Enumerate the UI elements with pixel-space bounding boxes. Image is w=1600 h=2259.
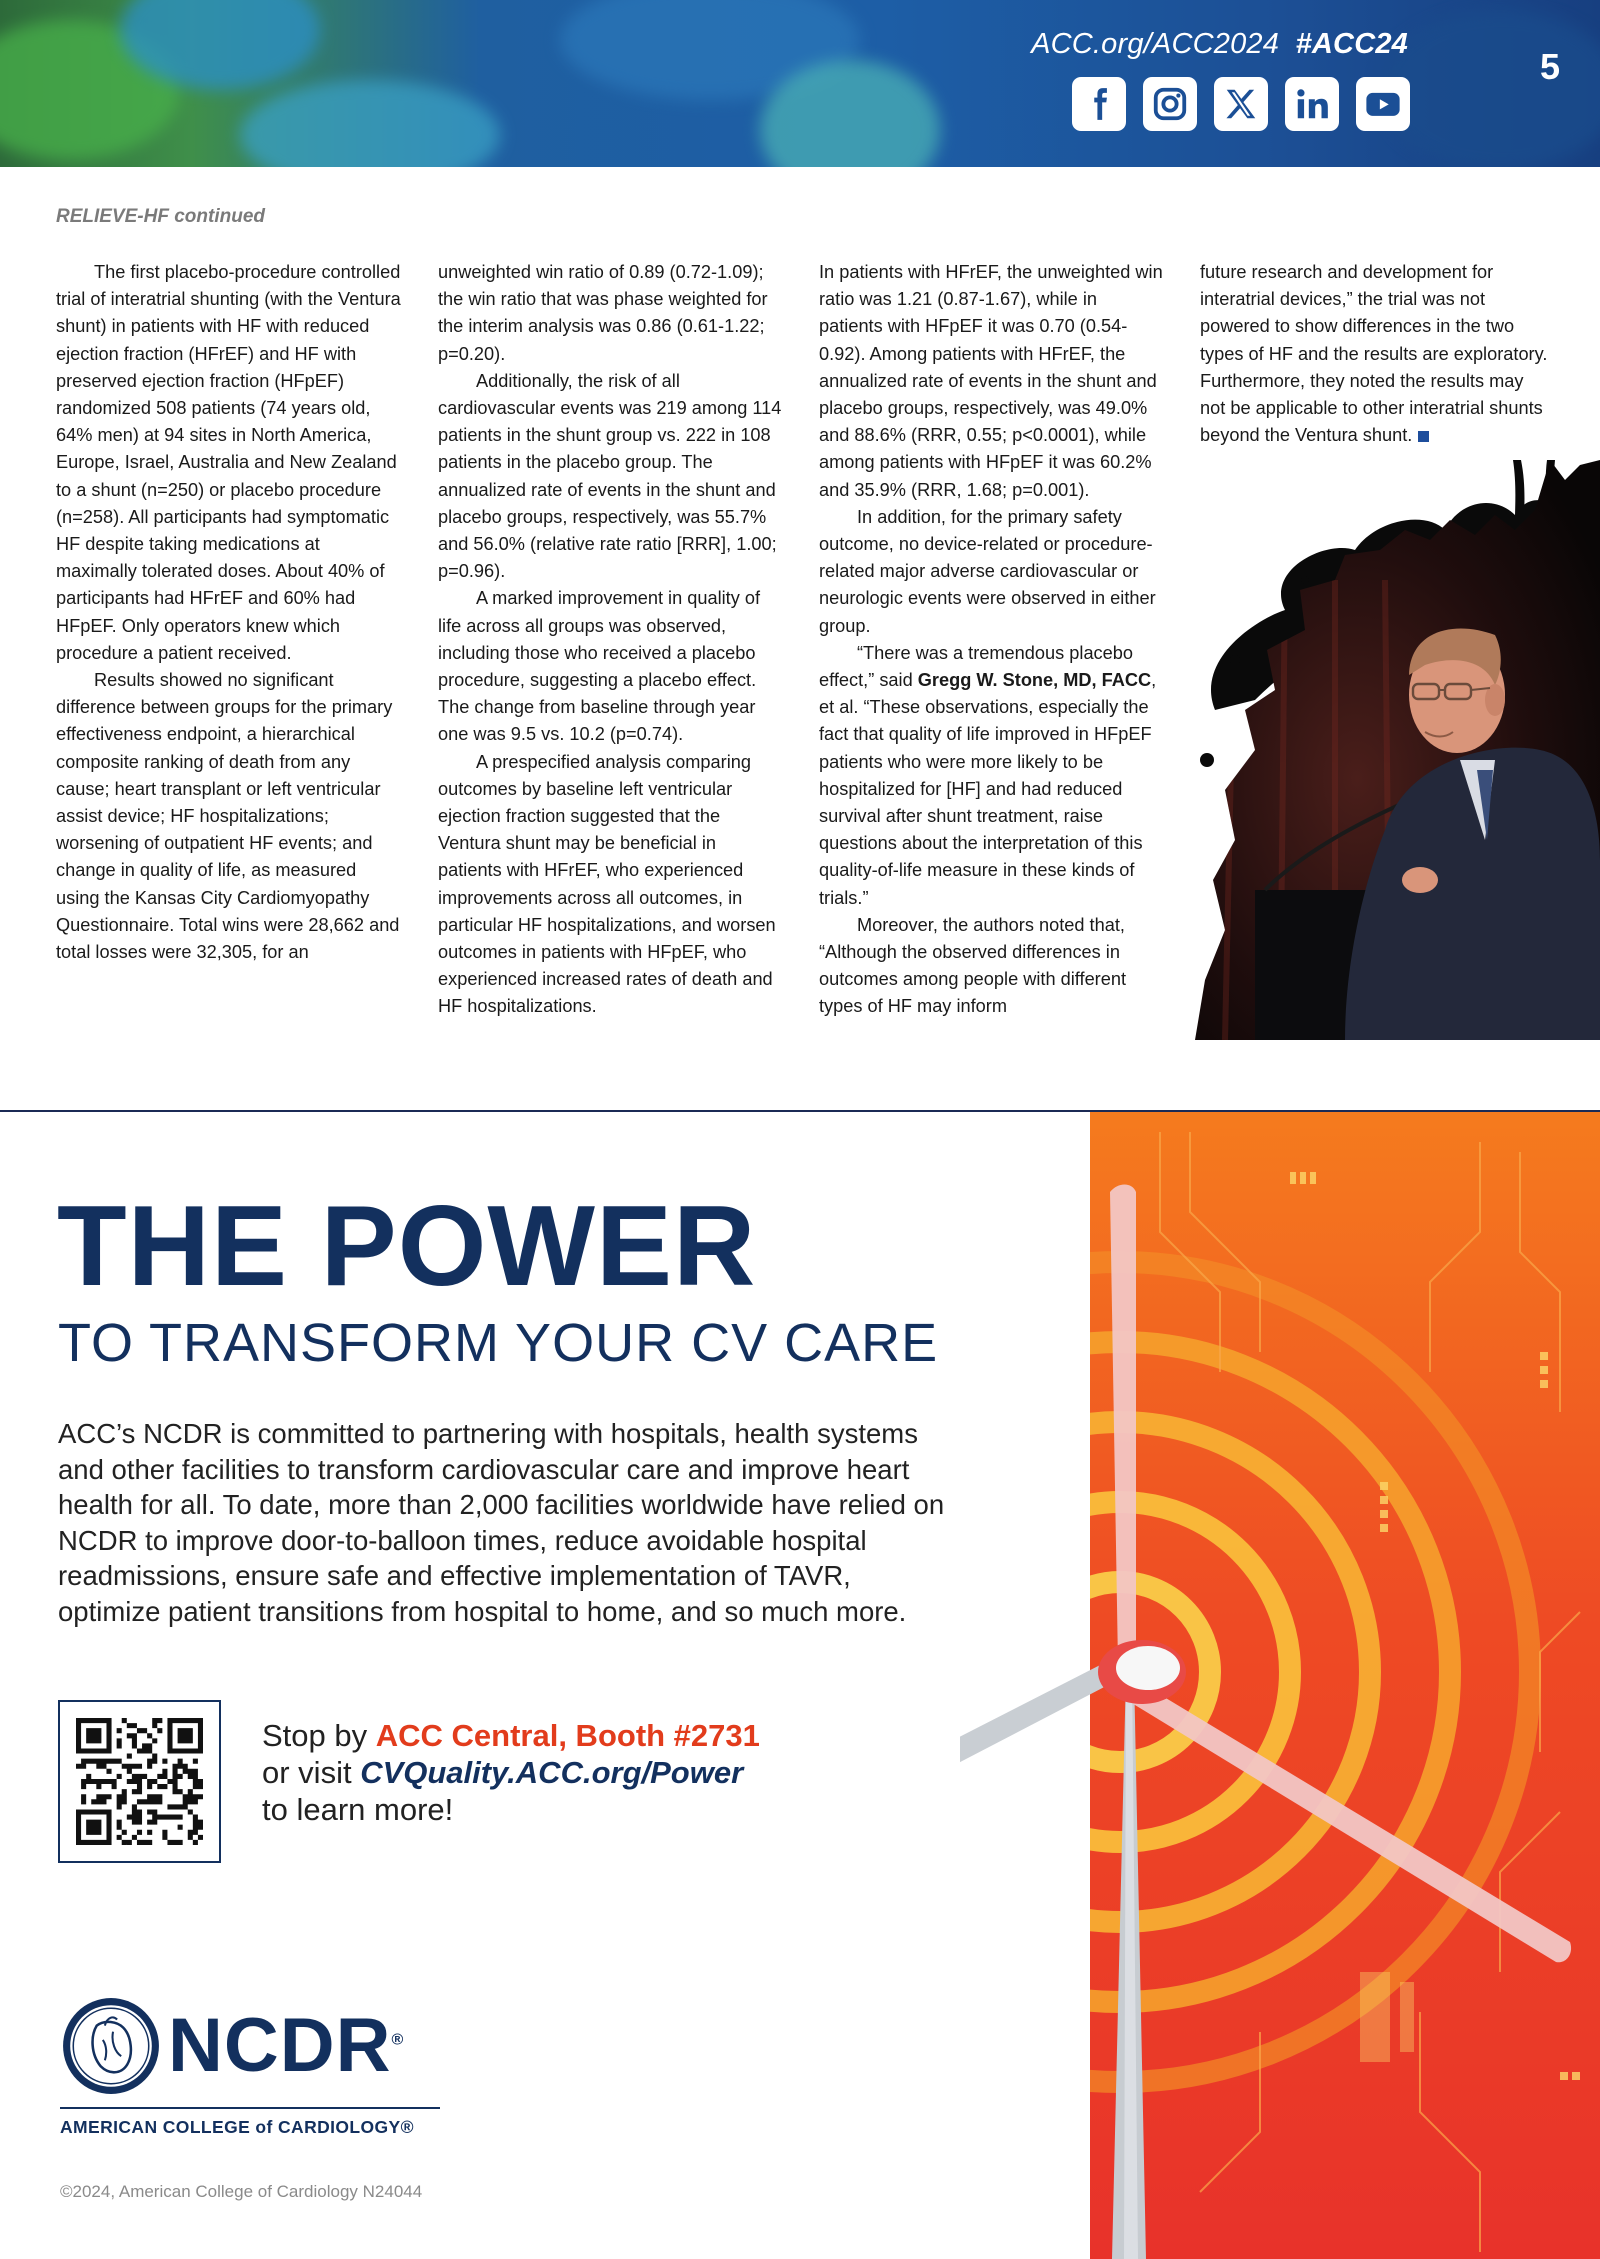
closing-text: future research and development for interatrial devices,” the trial was not powered to show differences in the two types of HF and the results are exploratory. Furthermore, they noted the results may not be applicable to other interatrial shunts beyond the Ventura shunt. xyxy=(1200,262,1548,446)
header-banner xyxy=(0,0,1600,167)
speaker-photo xyxy=(1195,460,1600,1040)
qr-code[interactable] xyxy=(58,1700,221,1863)
article-paragraph xyxy=(1200,259,1550,449)
facebook-icon[interactable] xyxy=(1072,77,1126,131)
end-mark-icon xyxy=(1418,431,1429,442)
cta-line-3: to learn more! xyxy=(262,1792,454,1827)
linkedin-icon[interactable] xyxy=(1285,77,1339,131)
running-head: RELIEVE-HF continued xyxy=(56,206,265,227)
speaker-name: Gregg W. Stone, MD, FACC xyxy=(917,670,1152,691)
article-paragraph: Additionally, the risk of all cardiovascular events was 219 among 114 patients in the shunt group vs. 222 in 108 patients in the placebo group. The annualized rate of events in the shunt and placebo groups, respectively, was 55.7% and 56.0% (relative rate ratio [RRR], 1.00; p=0.96). xyxy=(438,370,782,582)
youtube-icon[interactable] xyxy=(1356,77,1410,131)
cta-prefix: Stop by xyxy=(262,1718,376,1753)
article-paragraph: A marked improvement in quality of life across all groups was observed, including those who received a placebo procedure, suggesting a placebo effect. The change from baseline through year one was 9.5 vs. 10.2 (p=0.74). xyxy=(438,588,761,745)
ncdr-wordmark xyxy=(168,2003,405,2088)
page-number: 5 xyxy=(1539,46,1560,87)
quote-lead: “There was a tremendous placebo effect,” said xyxy=(819,642,1133,691)
article-paragraph: Results showed no significant difference between groups for the primary effectiveness endpoint, a hierarchical composite ranking of death from any cause; heart transplant or left ventricular assist device; HF hospitalizations; worsening of outpatient HF events; and change in quality of life, as measured using the Kansas City Cardiomyopathy Questionnaire. Total wins were 28,662 and total losses were 32,305, for an xyxy=(56,670,400,963)
article-paragraph: unweighted win ratio of 0.89 (0.72-1.09); the win ratio that was phase weighted for the interim analysis was 0.86 (0.61-1.22; p=0.20). xyxy=(438,262,768,364)
acc-seal-icon xyxy=(60,1995,162,2097)
social-links xyxy=(1072,77,1410,131)
ink-splatter xyxy=(1200,753,1214,767)
quote-body: , et al. “These observations, especially the fact that quality of life improved in HFpEF patients who were more likely to be hospitalized for [HF] and had reduced survival after shunt treatment, raise questions about the interpretation of this quality-of-life measure in these kinds of trials.” xyxy=(819,670,1157,908)
article-paragraph: The first placebo-procedure controlled trial of interatrial shunting (with the Ventura shunt) in patients with HF with reduced ejection fraction (HFrEF) and HF with preserved ejection fraction (HFpEF) randomized 508 patients (74 years old, 64% men) at 94 sites in North America, Europe, Israel, Australia and New Zealand to a shunt (n=250) or placebo procedure (n=258). All participants had symptomatic HF despite taking medications at maximally tolerated doses. About 40% of participants had HFrEF and 60% had HFpEF. Only operators knew which procedure a patient received. xyxy=(56,262,401,663)
logo-rule xyxy=(60,2107,440,2109)
article-paragraph: A prespecified analysis comparing outcomes by baseline left ventricular ejection fraction suggested that the Ventura shunt may be beneficial in patients with HFrEF, who experienced improvements across all outcomes, in particular HF hospitalizations, and worsen outcomes in patients with HFpEF, who experienced increased rates of death and HF hospitalizations. xyxy=(438,751,776,1017)
ink-splatter xyxy=(1230,655,1240,665)
ad-subtitle: TO TRANSFORM YOUR CV CARE xyxy=(58,1313,939,1373)
copyright: ©2024, American College of Cardiology N24044 xyxy=(60,2182,423,2201)
call-to-action xyxy=(262,1717,760,1828)
site-line xyxy=(1031,28,1408,61)
hashtag: #ACC24 xyxy=(1295,28,1408,60)
article-paragraph: In patients with HFrEF, the unweighted win ratio was 1.21 (0.87-1.67), while in patients with HFpEF it was 0.70 (0.54-0.92). Among patients with HFrEF, the annualized rate of events in the shunt and placebo groups, respectively, was 49.0% and 88.6% (RRR, 0.55; p<0.0001), while among patients with HFpEF it was 60.2% and 35.9% (RRR, 1.68; p=0.001). xyxy=(819,262,1163,500)
site-url-link[interactable]: ACC.org/ACC2024 xyxy=(1031,28,1280,60)
article-column-2 xyxy=(438,259,784,1021)
ink-splatter xyxy=(1301,576,1309,584)
ad-title: THE POWER xyxy=(57,1183,757,1310)
article-paragraph: In addition, for the primary safety outcome, no device-related or procedure-related major adverse cardiovascular or neurologic events were observed in either group. xyxy=(819,506,1156,636)
article-column-1 xyxy=(56,259,402,966)
logo-text: NCDR xyxy=(168,2003,392,2088)
article-column-3 xyxy=(819,259,1165,1021)
booth-text: ACC Central, Booth #2731 xyxy=(375,1718,760,1753)
cta-line-2 xyxy=(262,1754,760,1791)
logo-subtitle: AMERICAN COLLEGE of CARDIOLOGY® xyxy=(60,2117,414,2137)
article-paragraph: Moreover, the authors noted that, “Although the observed differences in outcomes among people with different types of HF may inform xyxy=(819,914,1127,1017)
article-paragraph xyxy=(819,640,1165,912)
x-icon[interactable] xyxy=(1214,77,1268,131)
wind-turbine-illustration xyxy=(960,1112,1600,2259)
article-column-4 xyxy=(1200,259,1550,449)
registered-mark: ® xyxy=(391,2031,405,2049)
ncdr-logo xyxy=(60,1995,440,2138)
qr-code-icon xyxy=(76,1718,203,1845)
ad-body: ACC’s NCDR is committed to partnering with hospitals, health systems and other facilities to transform cardiovascular care and improve heart health for all. To date, more than 2,000 facilities worldwide have relied on NCDR to improve door-to-balloon times, reduce avoidable hospital readmissions, ensure safe and effective implementation of TAVR, optimize patient transitions from hospital to home, and so much more. xyxy=(58,1418,945,1627)
cta-line-1 xyxy=(262,1717,760,1754)
banner-decoration xyxy=(1380,10,1600,167)
instagram-icon[interactable] xyxy=(1143,77,1197,131)
banner-decoration xyxy=(240,80,500,167)
cta-prefix: or visit xyxy=(262,1755,361,1790)
cvquality-link[interactable]: CVQuality.ACC.org/Power xyxy=(360,1755,744,1790)
